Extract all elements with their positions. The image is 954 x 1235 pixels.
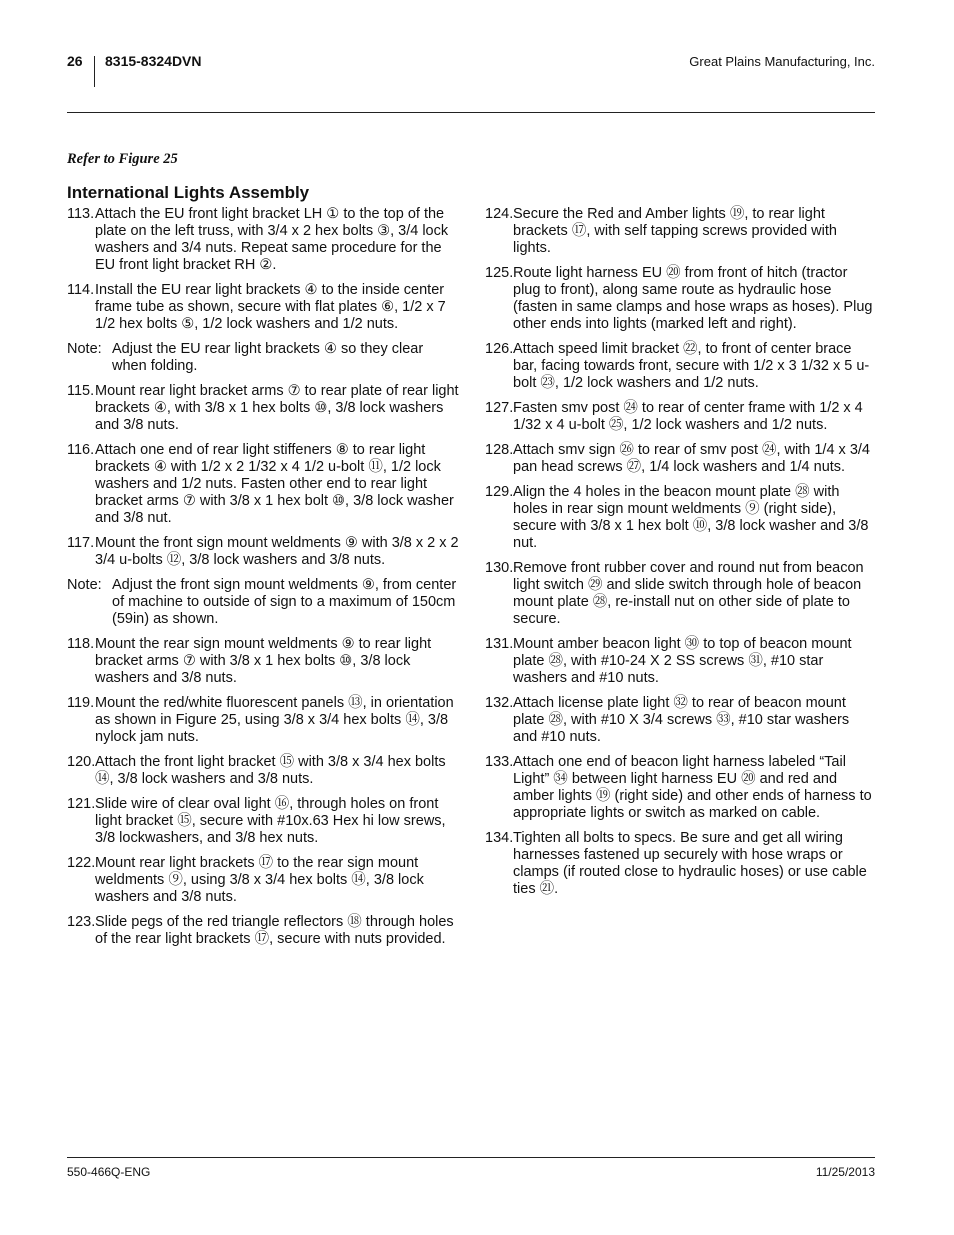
step-text: Install the EU rear light brackets ④ to the inside center frame tube as shown, secure with flat plates ⑥, 1/2 x 7 1/2 hex bolts ⑤, 1/2 lock washers and 1/2 nuts.	[95, 282, 446, 332]
step-text: Slide wire of clear oval light ⑯, through holes on front light bracket ⑮, secure with #10x.63 Hex hi low srews, 3/8 lockwashers, and 3/8 hex nuts.	[95, 796, 446, 846]
footer-rule	[67, 1157, 875, 1158]
step-item	[485, 560, 877, 628]
step-item	[67, 282, 460, 333]
step-item	[485, 341, 877, 392]
step-item	[485, 484, 877, 552]
step-text: Attach smv sign ㉖ to rear of smv post ㉔, with 1/4 x 3/4 pan head screws ㉗, 1/4 lock washers and 1/4 nuts.	[513, 442, 870, 475]
step-text: Route light harness EU ⑳ from front of hitch (tractor plug to front), along same route as hydraulic hose (fasten in same clamps and hose wraps as hoses). Plug other ends into lights (marked left and right).	[513, 265, 873, 332]
step-text: Mount amber beacon light ㉚ to top of beacon mount plate ㉘, with #10-24 X 2 SS screws ㉛, #10 star washers and #10 nuts.	[513, 636, 852, 686]
page-number: 26	[67, 53, 83, 69]
note-label: Note:	[67, 341, 102, 357]
header-rule	[67, 112, 875, 113]
step-text: Secure the Red and Amber lights ⑲, to rear light brackets ⑰, with self tapping screws provided with lights.	[513, 206, 837, 256]
note-label: Note:	[67, 577, 102, 593]
step-item	[485, 754, 877, 822]
step-text: Attach speed limit bracket ㉒, to front of center brace bar, facing towards front, secure with 1/2 x 3 1/32 x 5 u-bolt ㉓, 1/2 lock washers and 1/2 nuts.	[513, 341, 870, 391]
step-number: 120.	[67, 754, 96, 770]
step-item	[67, 914, 460, 948]
step-number: 126.	[485, 341, 514, 357]
step-number: 122.	[67, 855, 96, 871]
step-text: Mount the front sign mount weldments ⑨ with 3/8 x 2 x 2 3/4 u-bolts ⑫, 3/8 lock washers and 3/8 nuts.	[95, 535, 459, 568]
step-item	[485, 400, 877, 434]
step-number: 131.	[485, 636, 514, 652]
step-text: Mount the rear sign mount weldments ⑨ to rear light bracket arms ⑦ with 3/8 x 1 hex bolts ⑩, 3/8 lock washers and 3/8 nuts.	[95, 636, 432, 686]
step-item	[67, 535, 460, 569]
step-text: Mount the red/white fluorescent panels ⑬, in orientation as shown in Figure 25, using 3/8 x 3/4 hex bolts ⑭, 3/8 nylock jam nuts.	[95, 695, 454, 745]
step-number: 123.	[67, 914, 96, 930]
step-item	[67, 383, 460, 434]
note-item	[67, 341, 460, 375]
step-item	[485, 265, 877, 333]
step-number: 114.	[67, 282, 95, 298]
step-number: 117.	[67, 535, 95, 551]
step-item	[67, 206, 460, 274]
publication-date: 11/25/2013	[815, 1165, 875, 1179]
step-text: Fasten smv post ㉔ to rear of center frame with 1/2 x 4 1/32 x 4 u-bolt ㉕, 1/2 lock washers and 1/2 nuts.	[513, 400, 863, 433]
step-text: Mount rear light bracket arms ⑦ to rear plate of rear light brackets ④, with 3/8 x 1 hex bolts ⑩, 3/8 lock washers and 3/8 nuts.	[95, 383, 459, 433]
note-text: Adjust the EU rear light brackets ④ so they clear when folding.	[112, 341, 424, 374]
step-number: 133.	[485, 754, 514, 770]
right-column	[485, 206, 877, 906]
step-number: 118.	[67, 636, 95, 652]
step-number: 116.	[67, 442, 95, 458]
step-number: 119.	[67, 695, 95, 711]
document-number: 550-466Q-ENG	[67, 1165, 151, 1179]
step-text: Tighten all bolts to specs. Be sure and get all wiring harnesses fastened up securely with hose wraps or clamps (if routed close to hydraulic hoses) or use cable ties ㉑.	[513, 830, 867, 897]
step-item	[67, 442, 460, 527]
header-divider	[94, 56, 95, 87]
step-item	[485, 695, 877, 746]
step-text: Attach the EU front light bracket LH ① to the top of the plate on the left truss, with 3/4 x 2 hex bolts ③, 3/4 lock washers and 3/4 nuts. Repeat same procedure for the EU front light bracket RH ②.	[95, 206, 449, 273]
step-text: Attach one end of beacon light harness labeled “Tail Light” ㉞ between light harness EU ⑳ and red and amber lights ⑲ (right side) and other ends of harness to appropriate lights or switch as marked on cable.	[513, 754, 872, 821]
step-item	[67, 855, 460, 906]
step-text: Attach license plate light ㉜ to rear of beacon mount plate ㉘, with #10 X 3/4 screws ㉝, #10 star washers and #10 nuts.	[513, 695, 850, 745]
step-text: Attach one end of rear light stiffeners ⑧ to rear light brackets ④ with 1/2 x 2 1/32 x 4 1/2 u-bolt ⑪, 1/2 lock washers and 1/2 nuts. Fasten other end to rear light bracket arms ⑦ with 3/8 x 1 hex bolt ⑩, 3/8 lock washer and 3/8 nut.	[95, 442, 454, 526]
step-number: 124.	[485, 206, 514, 222]
step-text: Remove front rubber cover and round nut from beacon light switch ㉙ and slide switch through hole of beacon mount plate ㉘, re-install nut on other side of plate to secure.	[513, 560, 864, 627]
company-name: Great Plains Manufacturing, Inc.	[689, 54, 875, 69]
step-item	[67, 636, 460, 687]
step-number: 128.	[485, 442, 514, 458]
note-item	[67, 577, 460, 628]
step-number: 134.	[485, 830, 514, 846]
step-text: Attach the front light bracket ⑮ with 3/8 x 3/4 hex bolts ⑭, 3/8 lock washers and 3/8 nuts.	[95, 754, 446, 787]
note-text: Adjust the front sign mount weldments ⑨, from center of machine to outside of sign to a maximum of 150cm (59in) as shown.	[112, 577, 457, 627]
step-number: 127.	[485, 400, 514, 416]
step-number: 115.	[67, 383, 95, 399]
step-item	[485, 830, 877, 898]
step-number: 130.	[485, 560, 514, 576]
left-column	[67, 206, 460, 956]
figure-reference: Refer to Figure 25	[67, 151, 178, 167]
step-item	[485, 442, 877, 476]
step-number: 125.	[485, 265, 514, 281]
step-number: 113.	[67, 206, 95, 222]
model-number: 8315-8324DVN	[105, 53, 202, 69]
step-item	[67, 754, 460, 788]
step-text: Align the 4 holes in the beacon mount plate ㉘ with holes in rear sign mount weldments ⑨ (right side), secure with 3/8 x 1 hex bolt ⑩, 3/8 lock washer and 3/8 nut.	[513, 484, 869, 551]
step-item	[485, 206, 877, 257]
step-text: Mount rear light brackets ⑰ to the rear sign mount weldments ⑨, using 3/8 x 3/4 hex bolts ⑭, 3/8 lock washers and 3/8 nuts.	[95, 855, 424, 905]
step-item	[67, 695, 460, 746]
step-number: 129.	[485, 484, 514, 500]
step-number: 121.	[67, 796, 96, 812]
step-item	[67, 796, 460, 847]
step-item	[485, 636, 877, 687]
section-title: International Lights Assembly	[67, 183, 310, 202]
step-number: 132.	[485, 695, 514, 711]
step-text: Slide pegs of the red triangle reflectors ⑱ through holes of the rear light brackets ⑰, secure with nuts provided.	[95, 914, 454, 947]
